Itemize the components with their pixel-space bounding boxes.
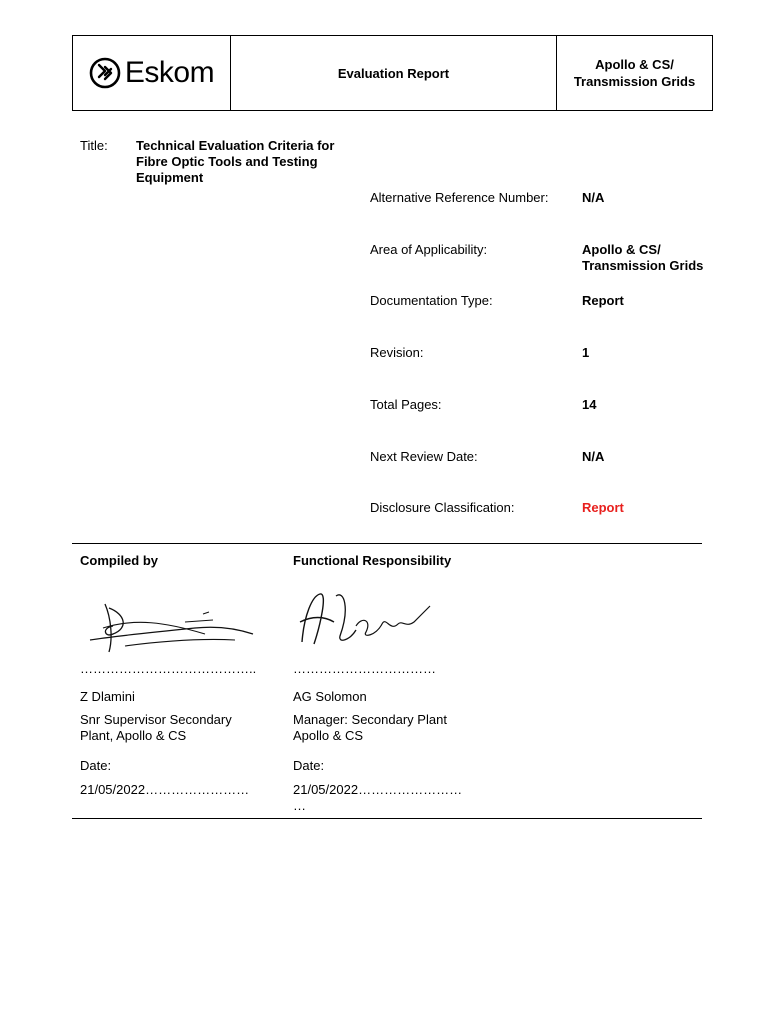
meta-value: Report	[582, 293, 624, 308]
meta-key: Total Pages:	[370, 397, 442, 412]
date-value: 21/05/2022……………………	[293, 782, 463, 797]
meta-value: 14	[582, 397, 597, 412]
signoff-left-date-label: Date:	[80, 758, 112, 773]
meta-row-revision	[370, 345, 589, 361]
header-area	[557, 36, 712, 110]
meta-row-disclosure	[370, 500, 624, 516]
divider-bottom	[72, 818, 702, 819]
meta-row-doc-type	[370, 293, 624, 309]
meta-row-alt-ref	[370, 190, 604, 206]
meta-value-line1: Apollo & CS/	[582, 242, 661, 257]
meta-key: Area of Applicability:	[370, 242, 488, 257]
doc-type-title: Evaluation Report	[231, 36, 557, 110]
signoff-left-date: 21/05/2022……………………	[80, 782, 250, 797]
signature-ag-solomon	[290, 586, 440, 658]
signoff-functional	[293, 553, 553, 568]
meta-row-total-pages	[370, 397, 596, 413]
eskom-logo	[89, 56, 214, 90]
meta-row-next-review	[370, 449, 604, 465]
title-label: Title:	[80, 138, 108, 153]
document-title	[136, 138, 376, 186]
signature-z-dlamini	[85, 598, 260, 658]
meta-value: 1	[582, 345, 590, 360]
header-area-line2: Transmission Grids	[573, 74, 696, 89]
meta-key: Revision:	[370, 345, 424, 360]
role-line2: Apollo & CS	[293, 728, 364, 743]
role-line2: Plant, Apollo & CS	[80, 728, 187, 743]
meta-value	[582, 242, 703, 274]
meta-row-area	[370, 242, 703, 274]
signoff-compiled	[80, 553, 280, 568]
meta-key: Alternative Reference Number:	[370, 190, 549, 205]
date-continuation: …	[293, 798, 306, 813]
logo-wordmark: Eskom	[124, 56, 215, 89]
signoff-right-name	[293, 689, 367, 704]
signoff-right-date	[293, 782, 462, 814]
meta-value-disclosure: Report	[582, 500, 624, 515]
name-text: AG Solomon	[293, 689, 367, 704]
logo-cell	[73, 36, 231, 110]
eskom-logo-icon	[89, 57, 121, 89]
role-line1: Snr Supervisor Secondary	[80, 712, 232, 727]
signoff-left-name	[80, 689, 135, 704]
title-line3: Equipment	[136, 170, 204, 185]
signoff-left-dots: …………………………………..	[80, 661, 257, 676]
signoff-right-dots: ……………………………	[293, 661, 436, 676]
name-text: Z Dlamini	[80, 689, 135, 704]
meta-key: Next Review Date:	[370, 449, 478, 464]
meta-value: N/A	[582, 449, 605, 464]
meta-value: N/A	[582, 190, 605, 205]
role-line1: Manager: Secondary Plant	[293, 712, 447, 727]
signoff-right-role	[293, 712, 447, 744]
header-area-line1: Apollo & CS/	[595, 57, 674, 72]
meta-key: Disclosure Classification:	[370, 500, 515, 515]
meta-key: Documentation Type:	[370, 293, 493, 308]
document-header	[72, 35, 713, 111]
title-line2: Fibre Optic Tools and Testing	[136, 154, 318, 169]
title-line1: Technical Evaluation Criteria for	[136, 138, 335, 153]
signoff-right-date-label: Date:	[293, 758, 325, 773]
divider-top	[72, 543, 702, 544]
signoff-heading: Compiled by	[80, 553, 159, 568]
signoff-left-role	[80, 712, 232, 744]
signoff-heading: Functional Responsibility	[293, 553, 452, 568]
meta-value-line2: Transmission Grids	[582, 258, 704, 273]
